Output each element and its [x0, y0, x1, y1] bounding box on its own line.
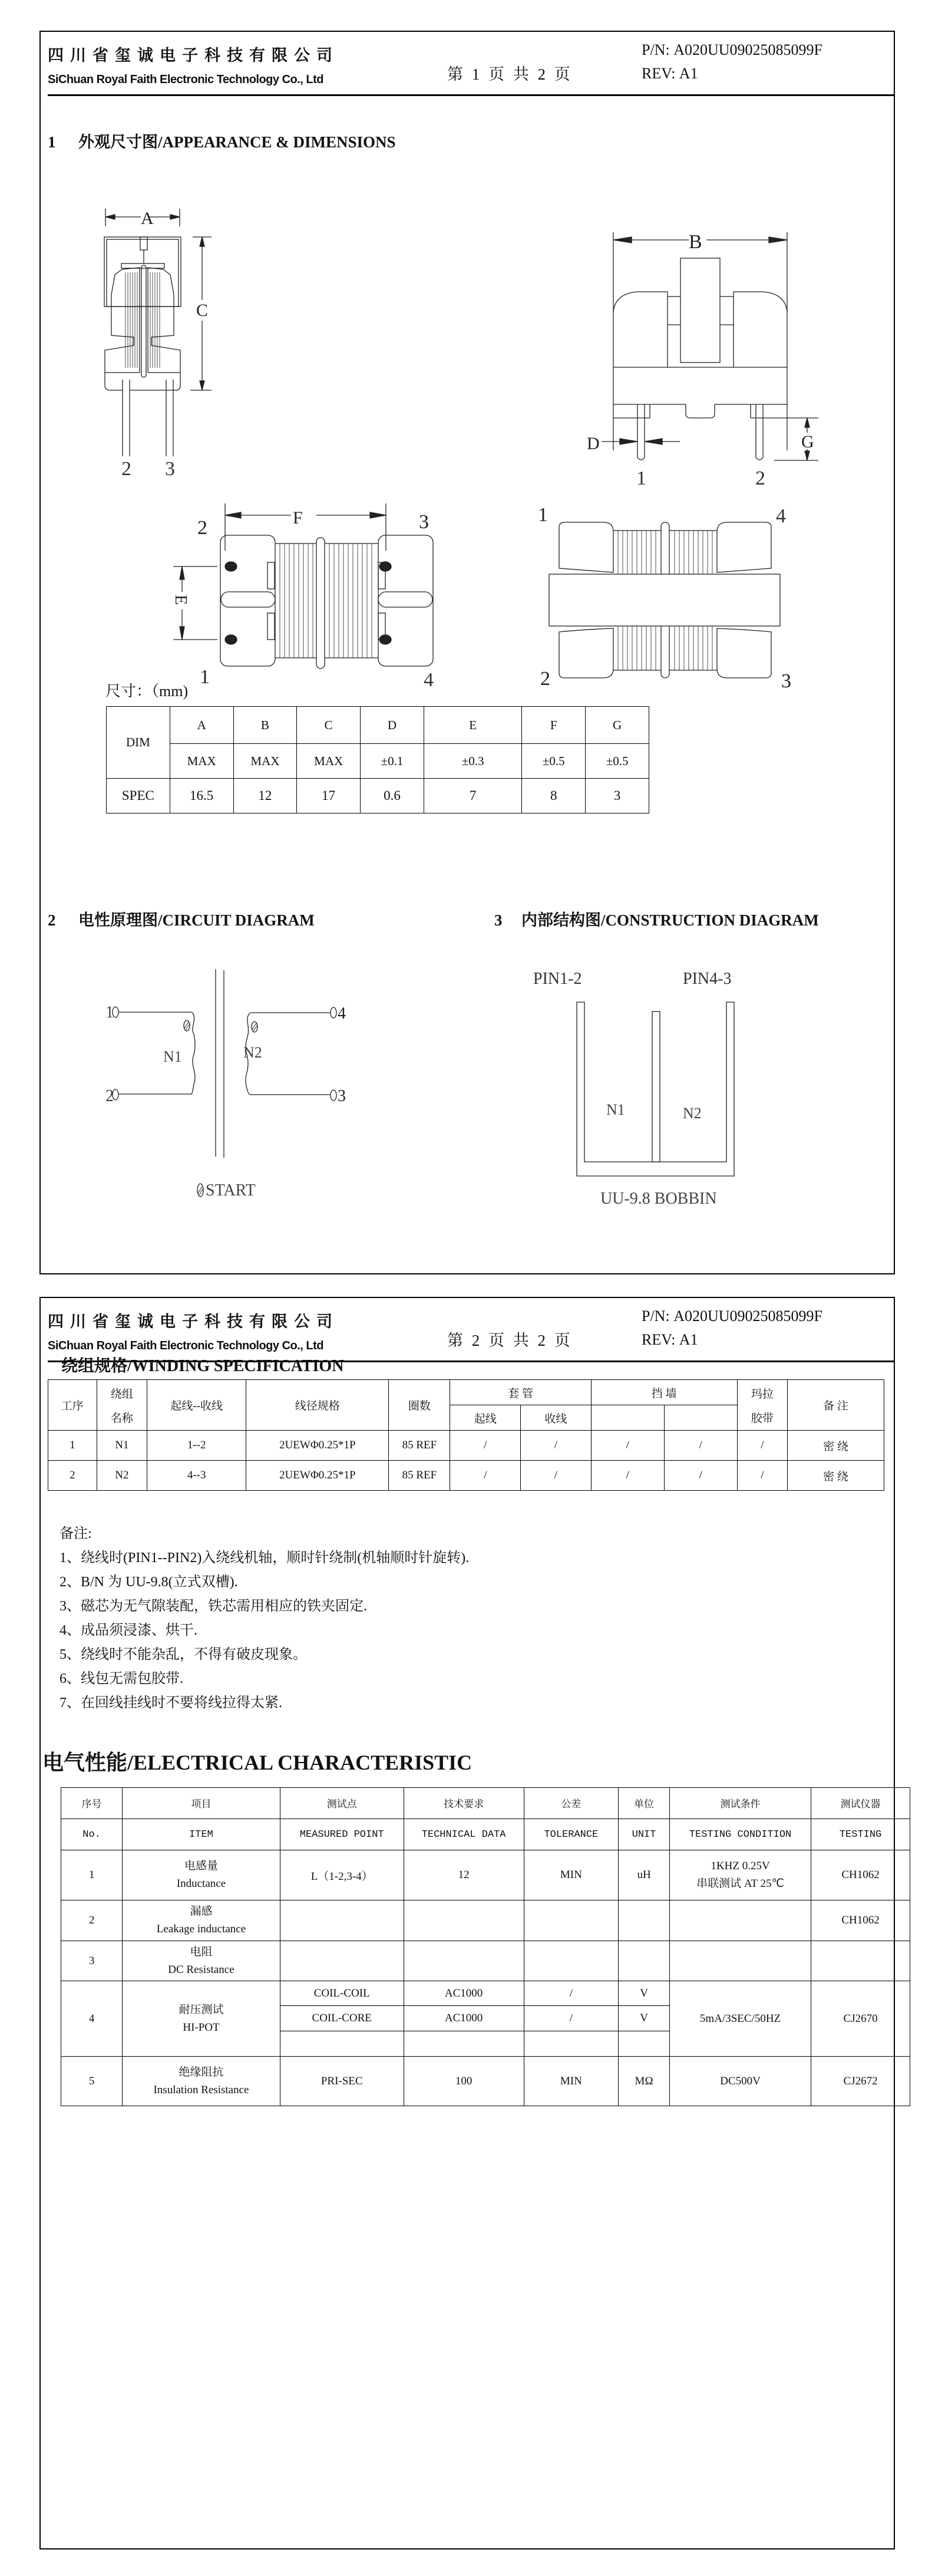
col-header-en: MEASURED POINT — [280, 1819, 404, 1850]
pin-label: 2 — [121, 458, 131, 480]
pin-label: 3 — [338, 1087, 346, 1105]
dim-e-label: E — [171, 595, 190, 605]
note-item: 3、磁芯为无气隙装配，铁芯需用相应的铁夹固定. — [60, 1599, 367, 1614]
section-title-appearance — [48, 129, 396, 152]
dimensions-table — [106, 706, 649, 813]
cell-tolerance: / — [524, 1981, 619, 2006]
revision — [642, 65, 698, 83]
cell-point — [280, 1900, 404, 1941]
cell-point: COIL-CORE — [280, 2006, 404, 2031]
cell-condition — [669, 1900, 811, 1941]
cell-sleeve-start: / — [450, 1431, 521, 1461]
cell-no: 1 — [61, 1850, 123, 1900]
dim-f-label: F — [293, 508, 303, 528]
cell-unit — [619, 1941, 670, 1981]
spec-sheet-page-1 — [39, 31, 895, 1274]
part-number — [642, 41, 822, 59]
cell-turns: 85 REF — [389, 1431, 450, 1461]
col-header-line: 玛拉 — [751, 1388, 774, 1401]
cell-tolerance: MIN — [524, 1850, 619, 1900]
company-name-cn: 四川省玺诚电子科技有限公司 — [48, 47, 339, 64]
winding-n1-label: N1 — [163, 1048, 182, 1065]
cell-point: L（1-2,3-4） — [280, 1850, 404, 1900]
section-label: 外观尺寸图/APPEARANCE & DIMENSIONS — [78, 133, 396, 151]
col-header-en: UNIT — [619, 1819, 670, 1850]
cell-instrument: CJ2672 — [811, 2057, 910, 2106]
cell-remark: 密 绕 — [788, 1431, 884, 1461]
note-item: 4、成品须浸漆、烘干. — [60, 1623, 197, 1638]
item-en: Inductance — [176, 1877, 226, 1890]
rev-value: A1 — [679, 65, 698, 82]
pin-label: 4 — [424, 669, 434, 691]
col-header-en: TESTING CONDITION — [669, 1819, 811, 1850]
table-row — [61, 1900, 910, 1941]
dimensions-caption: 尺寸：（mm) — [105, 683, 189, 700]
side-view-drawing — [568, 203, 839, 489]
pin-label: 3 — [781, 670, 791, 692]
pin-label: 2 — [755, 467, 765, 489]
winding-n2-label: N2 — [243, 1044, 262, 1061]
dim-header: F — [522, 707, 586, 744]
table-row — [48, 1461, 884, 1491]
cell-unit: V — [619, 1981, 670, 2006]
dim-d-label: D — [587, 434, 600, 453]
construction-diagram — [512, 963, 818, 1211]
pin-label: 1 — [636, 467, 646, 489]
dim-tolerance: ±0.3 — [424, 744, 522, 779]
revision — [642, 1331, 698, 1349]
cell-wall: / — [591, 1461, 664, 1491]
cell-start-end: 4--3 — [147, 1461, 246, 1491]
dim-g-label: G — [801, 432, 814, 452]
page-header — [41, 32, 894, 97]
cell-instrument: CH1062 — [811, 1850, 910, 1900]
section-number: 3 — [494, 911, 503, 929]
dim-header: E — [424, 707, 522, 744]
spec-row-label: SPEC — [107, 779, 170, 813]
col-header: 挡 墙 — [591, 1380, 737, 1405]
col-header-line: 绕组 — [110, 1388, 133, 1401]
pin-label: 1 — [538, 504, 548, 526]
cell-item — [123, 1900, 280, 1941]
item-cn: 漏感 — [190, 1905, 213, 1918]
note-item: 6、线包无需包胶带. — [60, 1671, 183, 1686]
item-cn: 绝缘阻抗 — [179, 2066, 224, 2078]
cell-item — [123, 1941, 280, 1981]
cell-no: 4 — [61, 1981, 123, 2057]
pn-label: P/N: — [642, 41, 670, 58]
cell-sleeve-start: / — [450, 1461, 521, 1491]
cell-condition: DC500V — [669, 2057, 811, 2106]
cell-data: AC1000 — [404, 2006, 524, 2031]
dim-spec-value: 12 — [233, 779, 297, 813]
pin-label: 3 — [419, 511, 429, 533]
cell-step: 1 — [48, 1431, 97, 1461]
cell-instrument: CH1062 — [811, 1900, 910, 1941]
col-header: 序号 — [61, 1788, 123, 1819]
item-cn: 耐压测试 — [179, 2003, 224, 2016]
col-header-en: TOLERANCE — [524, 1819, 619, 1850]
cell-name: N2 — [97, 1461, 147, 1491]
top-view-drawing — [524, 492, 818, 692]
pn-value: A020UU09025085099F — [673, 41, 822, 58]
pin-label: 2 — [105, 1087, 114, 1105]
col-header: 公差 — [524, 1788, 619, 1819]
pin-label: 1 — [200, 666, 210, 688]
item-cn: 电阻 — [190, 1945, 213, 1958]
cell-tolerance — [524, 1941, 619, 1981]
dim-tolerance: MAX — [170, 744, 233, 779]
rev-label: REV: — [642, 1331, 676, 1348]
note-item: 1、绕线时(PIN1--PIN2)入绕线机轴，顺时针绕制(机轴顺时针旋转). — [60, 1550, 470, 1566]
col-header-line: 名称 — [110, 1412, 133, 1425]
cell-tolerance: / — [524, 2006, 619, 2031]
cell-unit: V — [619, 2006, 670, 2031]
section-label: 电性原理图/CIRCUIT DIAGRAM — [78, 911, 315, 929]
section-title-winding: 绕组规格/WINDING SPECIFICATION — [61, 1357, 344, 1375]
page-indicator: 第 2 页 共 2 页 — [447, 1332, 573, 1349]
cell-point: PRI-SEC — [280, 2057, 404, 2106]
dim-spec-value: 8 — [522, 779, 586, 813]
cell-step: 2 — [48, 1461, 97, 1491]
cell-data — [404, 1900, 524, 1941]
winding-spec-table — [48, 1379, 884, 1491]
cell-point — [280, 1941, 404, 1981]
dim-tolerance: ±0.1 — [361, 744, 424, 779]
bobbin-label: UU-9.8 BOBBIN — [600, 1190, 717, 1208]
cell-data — [404, 1941, 524, 1981]
col-header: 起线--收线 — [147, 1380, 246, 1431]
cell-unit: uH — [619, 1850, 670, 1900]
cell-tolerance — [524, 1900, 619, 1941]
pin-label: 4 — [338, 1004, 346, 1023]
section-number: 2 — [48, 911, 56, 929]
table-row — [48, 1431, 884, 1461]
dim-a-label: A — [141, 209, 154, 228]
dim-tolerance: ±0.5 — [586, 744, 649, 779]
cell-point: COIL-COIL — [280, 1981, 404, 2006]
cell-remark: 密 绕 — [788, 1461, 884, 1491]
dim-spec-value: 7 — [424, 779, 522, 813]
cell-sleeve-end: / — [521, 1461, 592, 1491]
cell-item — [123, 2057, 280, 2106]
col-header: 备 注 — [788, 1380, 884, 1431]
cell-tolerance — [524, 2031, 619, 2057]
dim-header: G — [586, 707, 649, 744]
condition-line: 1KHZ 0.25V — [711, 1860, 770, 1872]
dim-spec-value: 0.6 — [361, 779, 424, 813]
pin-group-right: PIN4-3 — [683, 970, 732, 988]
section-title-electrical: 电气性能/ELECTRICAL CHARACTERISTIC — [42, 1751, 473, 1774]
cell-instrument — [811, 1941, 910, 1981]
col-header: 测试条件 — [669, 1788, 811, 1819]
cell-sleeve-end: / — [521, 1431, 592, 1461]
pin-label: 3 — [165, 458, 175, 480]
item-cn: 电感量 — [184, 1860, 218, 1872]
cell-wire: 2UEWΦ0.25*1P — [246, 1431, 389, 1461]
cell-data — [404, 2031, 524, 2057]
cell-wire: 2UEWΦ0.25*1P — [246, 1461, 389, 1491]
cell-data: 100 — [404, 2057, 524, 2106]
dim-tolerance: MAX — [297, 744, 361, 779]
col-header: 套 管 — [450, 1380, 591, 1405]
col-header: 测试仪器 — [811, 1788, 910, 1819]
pin-group-left: PIN1-2 — [533, 970, 582, 988]
col-header — [97, 1380, 147, 1431]
cell-unit — [619, 1900, 670, 1941]
dim-header: B — [233, 707, 297, 744]
dim-spec-value: 3 — [586, 779, 649, 813]
cell-item — [123, 1850, 280, 1900]
cell-tape: / — [737, 1461, 787, 1491]
part-number — [642, 1307, 822, 1325]
cell-item — [123, 1981, 280, 2057]
note-item: 2、B/N 为 UU-9.8(立式双槽). — [60, 1574, 238, 1590]
company-name-en: SiChuan Royal Faith Electronic Technology Co., Ltd — [48, 1339, 323, 1352]
cell-no: 2 — [61, 1900, 123, 1941]
rev-label: REV: — [642, 65, 676, 82]
cell-data: AC1000 — [404, 1981, 524, 2006]
cell-tape: / — [737, 1431, 787, 1461]
cell-wall: / — [664, 1461, 737, 1491]
cell-data: 12 — [404, 1850, 524, 1900]
section-title-circuit — [48, 907, 315, 930]
bottom-view-drawing — [171, 492, 483, 691]
electrical-characteristic-table — [61, 1787, 910, 2106]
start-legend: START — [206, 1181, 256, 1200]
spec-sheet-page-2 — [39, 1297, 895, 2549]
pn-label: P/N: — [642, 1307, 670, 1325]
note-item: 7、在回线挂线时不要将线拉得太紧. — [60, 1695, 282, 1711]
company-name-cn: 四川省玺诚电子科技有限公司 — [48, 1313, 339, 1330]
dim-b-label: B — [689, 231, 702, 253]
cell-name: N1 — [97, 1431, 147, 1461]
pn-value: A020UU09025085099F — [673, 1307, 822, 1325]
slot-n2-label: N2 — [683, 1105, 702, 1122]
page-indicator: 第 1 页 共 2 页 — [447, 65, 573, 83]
notes-title: 备注: — [60, 1526, 92, 1541]
cell-condition: 5mA/3SEC/50HZ — [669, 1981, 811, 2057]
col-subheader: 收线 — [521, 1405, 592, 1431]
pin-label: 4 — [776, 505, 786, 527]
col-header-en: No. — [61, 1819, 123, 1850]
col-header: 测试点 — [280, 1788, 404, 1819]
dim-tolerance: MAX — [233, 744, 297, 779]
cell-no: 5 — [61, 2057, 123, 2106]
cell-turns: 85 REF — [389, 1461, 450, 1491]
col-header — [737, 1380, 787, 1431]
cell-point — [280, 2031, 404, 2057]
dim-spec-value: 17 — [297, 779, 361, 813]
col-header-line: 胶带 — [751, 1412, 774, 1425]
section-title-construction — [494, 907, 819, 930]
col-header: 线径规格 — [246, 1380, 389, 1431]
section-label: 内部结构图/CONSTRUCTION DIAGRAM — [521, 911, 819, 929]
dim-c-label: C — [196, 301, 209, 320]
pin-label: 2 — [197, 517, 207, 539]
cell-instrument: CJ2670 — [811, 1981, 910, 2057]
cell-unit: MΩ — [619, 2057, 670, 2106]
circuit-diagram — [88, 951, 359, 1199]
col-header: 项目 — [123, 1788, 280, 1819]
dim-header: D — [361, 707, 424, 744]
notes-block — [60, 1522, 469, 1715]
slot-n1-label: N1 — [606, 1101, 625, 1118]
dim-spec-value: 16.5 — [170, 779, 233, 813]
table-row — [61, 1941, 910, 1981]
col-header: 技术要求 — [404, 1788, 524, 1819]
table-row — [61, 1850, 910, 1900]
table-row — [61, 1981, 910, 2006]
col-header: 圈数 — [389, 1380, 450, 1431]
note-item: 5、绕线时不能杂乱，不得有破皮现象。 — [60, 1647, 307, 1662]
dim-header: C — [297, 707, 361, 744]
col-header-en: ITEM — [123, 1819, 280, 1850]
cell-condition — [669, 1941, 811, 1981]
pin-label: 1 — [105, 1003, 114, 1022]
cell-wall: / — [591, 1431, 664, 1461]
item-en: DC Resistance — [168, 1963, 234, 1976]
table-row — [61, 2057, 910, 2106]
cell-condition — [669, 1850, 811, 1900]
cell-wall: / — [664, 1431, 737, 1461]
dim-row-label: DIM — [107, 707, 170, 779]
company-name-en: SiChuan Royal Faith Electronic Technology Co., Ltd — [48, 73, 323, 86]
item-en: Insulation Resistance — [153, 2083, 249, 2096]
front-view-pins — [105, 209, 435, 480]
col-subheader — [591, 1405, 664, 1431]
col-subheader — [664, 1405, 737, 1431]
cell-unit — [619, 2031, 670, 2057]
section-number: 1 — [48, 133, 56, 151]
dim-tolerance: ±0.5 — [522, 744, 586, 779]
col-subheader: 起线 — [450, 1405, 521, 1431]
pin-label: 2 — [540, 668, 550, 690]
cell-tolerance: MIN — [524, 2057, 619, 2106]
col-header: 单位 — [619, 1788, 670, 1819]
cell-no: 3 — [61, 1941, 123, 1981]
col-header-en: TECHNICAL DATA — [404, 1819, 524, 1850]
rev-value: A1 — [679, 1331, 698, 1348]
item-en: HI-POT — [183, 2021, 220, 2034]
dim-header: A — [170, 707, 233, 744]
header-rule — [48, 94, 894, 96]
cell-start-end: 1--2 — [147, 1431, 246, 1461]
col-header: 工序 — [48, 1380, 97, 1431]
item-en: Leakage inductance — [156, 1923, 246, 1935]
col-header-en: TESTING — [811, 1819, 910, 1850]
condition-line: 串联测试 AT 25℃ — [696, 1877, 784, 1890]
